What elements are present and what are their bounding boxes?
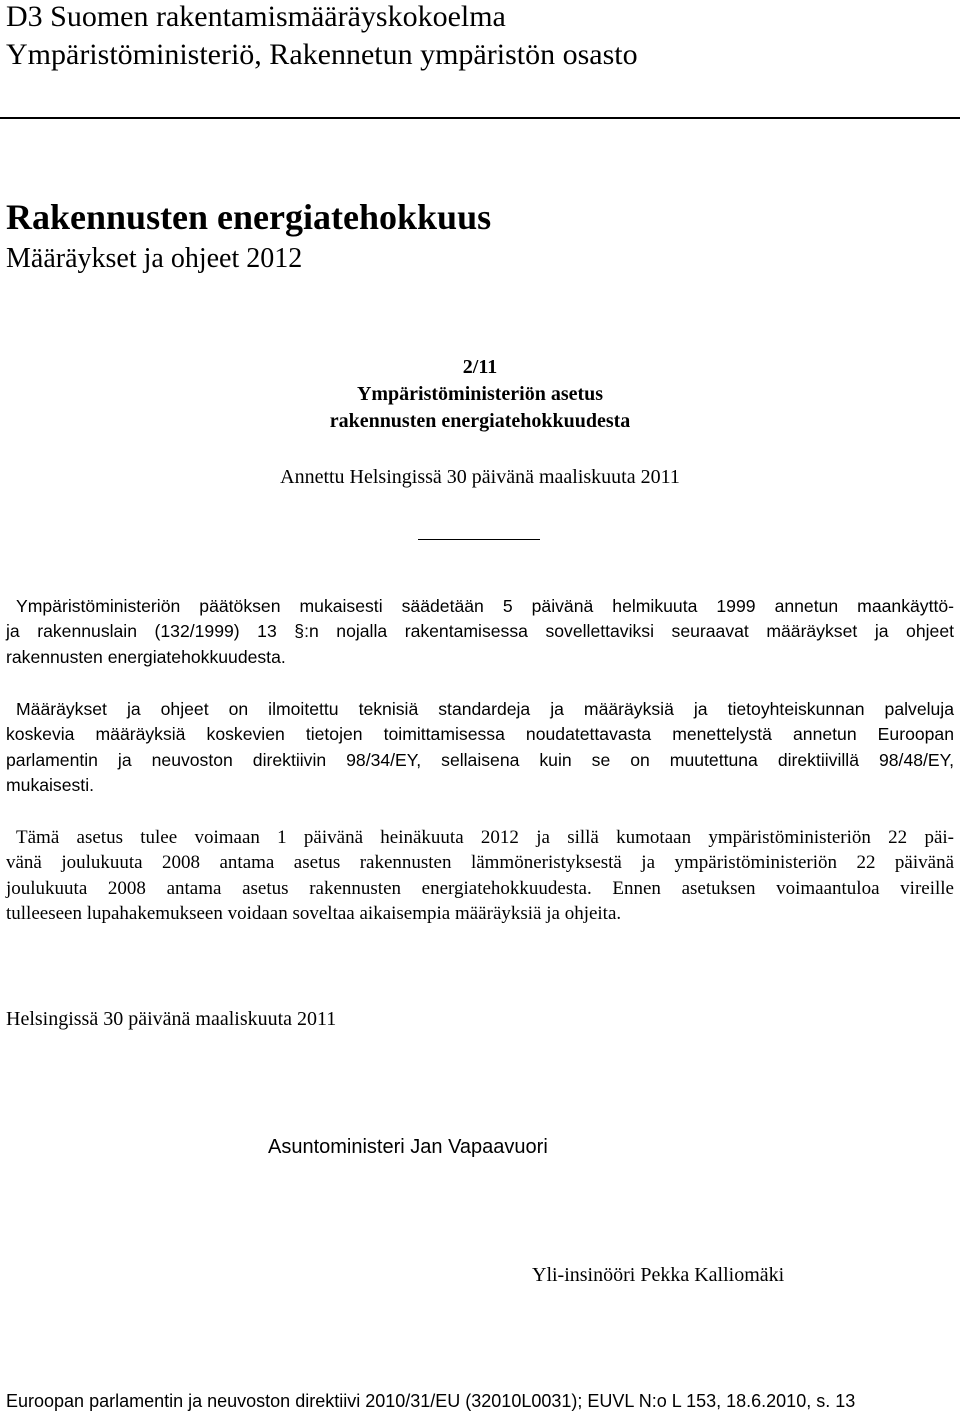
paragraph-entry-into-force [6, 825, 954, 927]
paragraph-line: Ympäristöministeriön päätöksen mukaisesti säädetään 5 päivänä helmikuuta 1999 annetun maankäyttö- [16, 596, 954, 616]
collection-title: D3 Suomen rakentamismääräyskokoelma [6, 0, 506, 33]
paragraph-line: Tämä asetus tulee voimaan 1 päivänä heinäkuuta 2012 ja sillä kumotaan ympäristöministeriön 22 päi- [16, 827, 954, 848]
paragraph-line: ja rakennuslain (132/1999) 13 §:n nojalla rakentamisessa sovellettaviksi seuraavat määräykset ja ohjeet [6, 621, 954, 642]
section-divider [418, 539, 540, 540]
paragraph-line: tulleeseen lupahakemukseen voidaan soveltaa aikaisempia määräyksiä ja ohjeita. [6, 903, 622, 925]
ministry-department: Ympäristöministeriö, Rakennetun ympäristön osasto [6, 38, 638, 71]
document-title: Rakennusten energiatehokkuus [6, 197, 492, 237]
paragraph-line: koskevia määräyksiä koskevien tietojen toimittamisessa noudatettavasta menettelystä annetun Euroopan [6, 724, 954, 745]
signature-minister: Asuntoministeri Jan Vapaavuori [268, 1136, 548, 1158]
directive-footnote: Euroopan parlamentin ja neuvoston direktiivi 2010/31/EU (32010L0031); EUVL N:o L 153, 18.6.2010, s. 13 [6, 1391, 856, 1411]
signing-place-date: Helsingissä 30 päivänä maaliskuuta 2011 [6, 1008, 337, 1030]
paragraph-line: rakennusten energiatehokkuudesta. [6, 646, 286, 667]
paragraph-line: joulukuuta 2008 antama asetus rakennusten energiatehokkuudesta. Ennen asetuksen voimaantuloa vireille [6, 877, 954, 899]
decree-heading: Ympäristöministeriön asetus [356, 383, 604, 405]
paragraph-line: mukaisesti. [6, 775, 94, 796]
paragraph-line: vänä joulukuuta 2008 antama asetus rakennusten lämmöneristyksestä ja ympäristöministeriön 22 päivänä [6, 852, 954, 874]
decree-number: 2/11 [462, 356, 498, 378]
paragraph-line: Määräykset ja ohjeet on ilmoitettu teknisiä standardeja ja määräyksiä ja tietoyhteiskunnan palveluja [16, 699, 954, 719]
signature-engineer: Yli-insinööri Pekka Kalliomäki [532, 1264, 785, 1286]
paragraph-line: parlamentin ja neuvoston direktiivin 98/34/EY, sellaisena kuin se on muutettuna direktiivillä 98/48/EY, [6, 749, 954, 770]
paragraph-legal-basis [6, 594, 954, 670]
decree-issued-date: Annettu Helsingissä 30 päivänä maaliskuuta 2011 [280, 466, 680, 488]
document-subtitle: Määräykset ja ohjeet 2012 [6, 243, 303, 274]
paragraph-notification [6, 697, 954, 799]
header-divider [0, 117, 960, 119]
decree-heading-subject: rakennusten energiatehokkuudesta [329, 410, 631, 432]
